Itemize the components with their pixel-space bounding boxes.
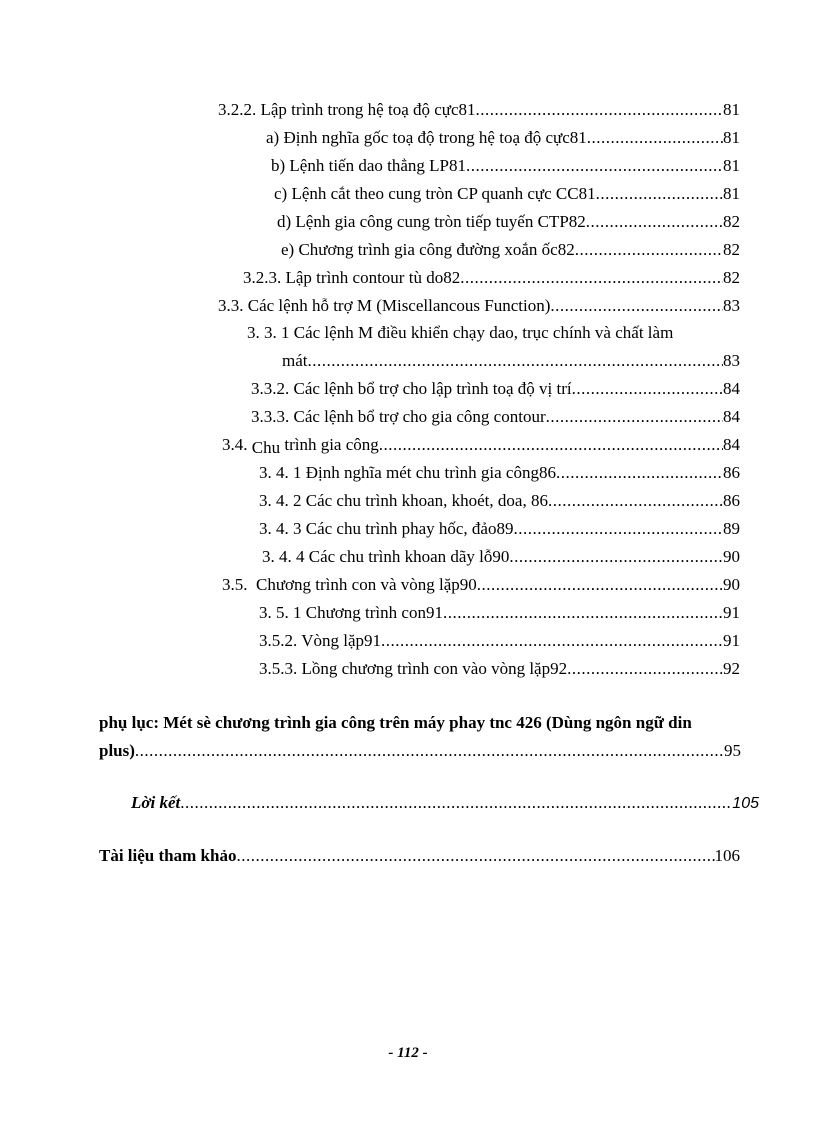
toc-entry-title: 3.5. Chương trình con và vòng lặp90 — [222, 575, 477, 594]
toc-leader — [556, 462, 723, 484]
toc-entry-conclusion — [131, 792, 759, 814]
toc-entry-page: 84 — [723, 407, 740, 426]
appendix-title-line1: phụ lục: Mét sè chương trình gia công trên máy phay tnc 426 (Dùng ngôn ngữ din — [99, 713, 692, 732]
toc-entry — [222, 434, 740, 456]
toc-leader — [135, 740, 724, 762]
toc-entry — [259, 630, 740, 652]
toc-entry-title: 3.4. Chu trình gia công — [222, 435, 379, 456]
toc-entry-title: b) Lệnh tiến dao thẳng LP81 — [271, 156, 466, 175]
toc-entry — [266, 127, 740, 149]
toc-leader — [586, 211, 723, 233]
toc-entry-page: 90 — [723, 547, 740, 566]
toc-leader — [379, 434, 723, 456]
toc-entry — [259, 462, 740, 484]
toc-leader — [596, 183, 723, 205]
toc-entry — [218, 295, 740, 317]
toc-entry-page: 86 — [723, 463, 740, 482]
toc-entry-title: 3. 5. 1 Chương trình con91 — [259, 603, 443, 622]
toc-entry-title: d) Lệnh gia công cung tròn tiếp tuyến CTP82 — [277, 212, 586, 231]
toc-entry-page: 95 — [724, 741, 741, 760]
toc-entry-page: 81 — [723, 100, 740, 119]
toc-entry-title: a) Định nghĩa gốc toạ độ trong hệ toạ độ cực81 — [266, 128, 587, 147]
references-title: Tài liệu tham khảo — [99, 846, 237, 865]
toc-leader — [443, 602, 723, 624]
toc-entry-page: 81 — [723, 156, 740, 175]
toc-entry-references — [99, 845, 740, 867]
toc-leader — [476, 99, 723, 121]
toc-entry-page: 83 — [723, 296, 740, 315]
toc-entry-title-word: Chu — [251, 438, 281, 456]
toc-leader — [548, 490, 723, 512]
toc-entry-page: 81 — [723, 184, 740, 203]
toc-entry-title: 3. 4. 2 Các chu trình khoan, khoét, doa, 86 — [259, 491, 548, 510]
toc-leader — [575, 239, 723, 261]
toc-leader — [567, 658, 723, 680]
toc-entry-page: 82 — [723, 240, 740, 259]
conclusion-title: Lời kết — [131, 793, 181, 812]
toc-entry-page: 105 — [732, 795, 759, 812]
toc-entry — [271, 155, 740, 177]
toc-entry — [222, 574, 740, 596]
toc-entry-page: 84 — [723, 379, 740, 398]
toc-entry-title-line1: 3. 3. 1 Các lệnh M điều khiển chạy dao, trục chính và chất làm — [247, 323, 674, 342]
toc-entry-page: 81 — [723, 128, 740, 147]
toc-leader — [381, 630, 723, 652]
toc-leader — [546, 406, 723, 428]
toc-entry — [259, 490, 740, 512]
page-number: - 112 - — [388, 1045, 428, 1061]
toc-entry — [259, 658, 740, 680]
appendix-title-line2: plus) — [99, 741, 135, 760]
toc-entry-appendix — [99, 740, 741, 762]
toc-entry-page: 82 — [723, 212, 740, 231]
toc-leader — [509, 546, 723, 568]
toc-entry-title: 3.3.2. Các lệnh bổ trợ cho lập trình toạ độ vị trí — [251, 379, 572, 398]
toc-leader — [587, 127, 723, 149]
toc-entry — [281, 239, 740, 261]
toc-leader — [466, 155, 723, 177]
toc-entry-page: 89 — [723, 519, 740, 538]
toc-entry — [218, 99, 740, 121]
toc-entry-page: 83 — [723, 351, 740, 370]
toc-entry-page: 82 — [723, 268, 740, 287]
toc-entry — [274, 183, 740, 205]
toc-entry-page: 90 — [723, 575, 740, 594]
toc-entry-title: 3.5.3. Lồng chương trình con vào vòng lặp92 — [259, 659, 568, 678]
toc-entry-title: 3.2.3. Lập trình contour tù do82 — [243, 268, 461, 287]
toc-entry-page: 84 — [723, 435, 740, 454]
toc-entry-title: e) Chương trình gia công đường xoắn ốc82 — [281, 240, 575, 259]
toc-entry-title: 3.2.2. Lập trình trong hệ toạ độ cực81 — [218, 100, 476, 119]
toc-entry-page: 91 — [723, 631, 740, 650]
toc-entry — [251, 406, 740, 428]
toc-entry — [282, 350, 740, 372]
toc-entry-title: 3.5.2. Vòng lặp91 — [259, 631, 381, 650]
toc-entry-page: 91 — [723, 603, 740, 622]
toc-entry — [259, 518, 740, 540]
toc-entry-title: 3. 4. 3 Các chu trình phay hốc, đảo89 — [259, 519, 514, 538]
toc-leader — [308, 350, 724, 372]
toc-entry-page: 106 — [714, 846, 740, 865]
toc-entry-title: c) Lệnh cắt theo cung tròn CP quanh cực CC81 — [274, 184, 596, 203]
toc-leader — [477, 574, 723, 596]
toc-entry-title: 3. 4. 4 Các chu trình khoan dãy lỗ90 — [262, 547, 510, 566]
toc-leader — [460, 267, 723, 289]
toc-entry-title: 3. 4. 1 Định nghĩa mét chu trình gia công86 — [259, 463, 556, 482]
toc-entry — [259, 602, 740, 624]
toc-leader — [572, 378, 723, 400]
toc-entry-title: 3.3. Các lệnh hỗ trợ M (Miscellancous Function) — [218, 296, 551, 315]
toc-entry — [243, 267, 740, 289]
toc-entry — [277, 211, 740, 233]
toc-leader — [513, 518, 723, 540]
toc-entry-title-line2: mát — [282, 351, 308, 370]
toc-leader — [550, 295, 723, 317]
toc-entry — [262, 546, 740, 568]
toc-leader — [236, 845, 714, 867]
toc-entry-title: 3.3.3. Các lệnh bổ trợ cho gia công contour — [251, 407, 546, 426]
toc-leader — [180, 792, 732, 814]
toc-entry-page: 92 — [723, 659, 740, 678]
toc-entry — [251, 378, 740, 400]
toc-entry-page: 86 — [723, 491, 740, 510]
